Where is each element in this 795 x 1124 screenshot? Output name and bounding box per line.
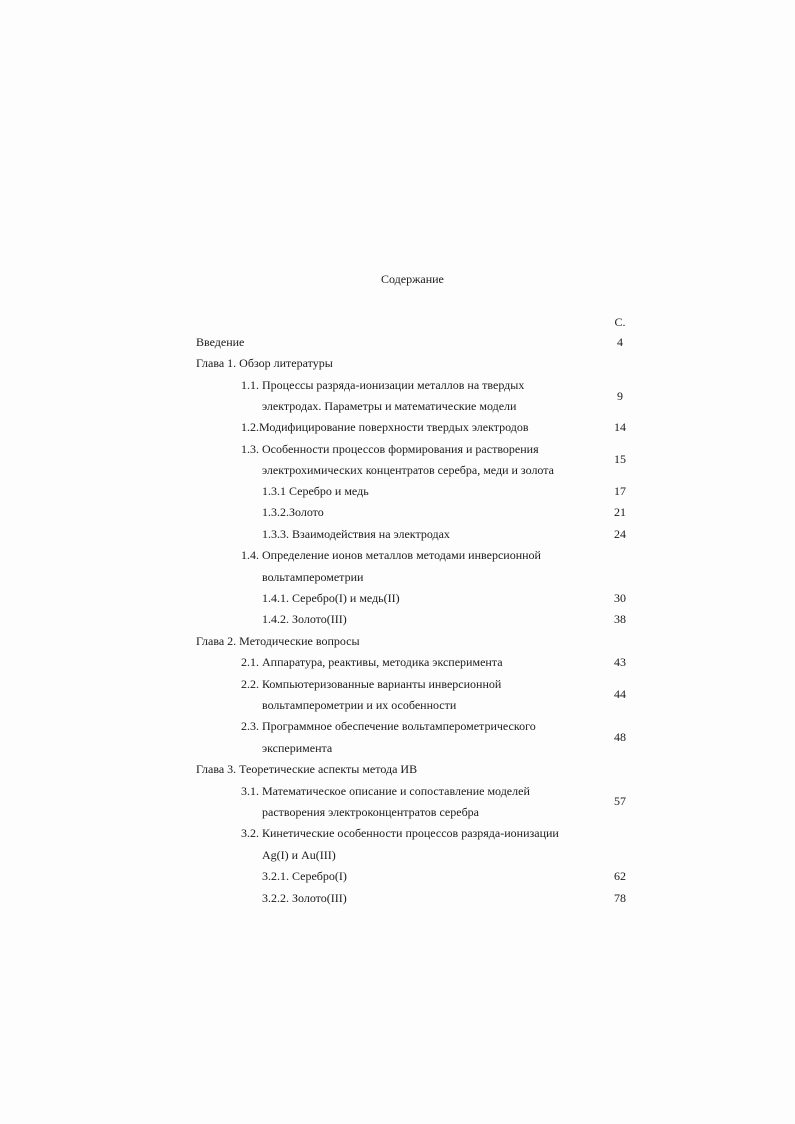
toc-page-1-2: 14: [614, 420, 626, 434]
toc-page-intro: 4: [617, 335, 623, 349]
toc-page-1-4-1: 30: [614, 591, 626, 605]
toc-entry-1-4-cont: вольтамперометрии: [262, 570, 364, 584]
toc-entry-1-2: 1.2.Модифицирование поверхности твердых электродов: [241, 420, 529, 434]
toc-page-2-1: 43: [614, 655, 626, 669]
toc-entry-1-4-2: 1.4.2. Золото(III): [262, 612, 347, 626]
toc-page-1-3-2: 21: [614, 505, 626, 519]
toc-entry-3-2: 3.2. Кинетические особенности процессов разряда-ионизации: [241, 826, 559, 840]
toc-entry-1-3: 1.3. Особенности процессов формирования и растворения: [241, 442, 539, 456]
toc-entry-2-2-cont: вольтамперометрии и их особенности: [262, 698, 457, 712]
toc-entry-1-4-1: 1.4.1. Серебро(I) и медь(II): [262, 591, 400, 605]
toc-entry-1-1-cont: электродах. Параметры и математические модели: [262, 399, 517, 413]
toc-entry-3-1: 3.1. Математическое описание и сопоставление моделей: [241, 784, 530, 798]
toc-entry-1-3-3: 1.3.3. Взаимодействия на электродах: [262, 527, 450, 541]
toc-entry-1-3-1: 1.3.1 Серебро и медь: [262, 484, 369, 498]
toc-entry-1-1: 1.1. Процессы разряда-ионизации металлов на твердых: [241, 378, 525, 392]
toc-entry-1-4: 1.4. Определение ионов металлов методами инверсионной: [241, 548, 541, 562]
toc-entry-intro: Введение: [196, 335, 245, 349]
toc-entry-1-3-2: 1.3.2.Золото: [262, 505, 324, 519]
toc-chapter-1: Глава 1. Обзор литературы: [196, 356, 333, 370]
page-column-label: С.: [614, 315, 626, 329]
toc-entry-3-2-1: 3.2.1. Серебро(I): [262, 869, 347, 883]
toc-page-1-4-2: 38: [614, 612, 626, 626]
page-title: Содержание: [381, 272, 444, 286]
toc-entry-2-3-cont: эксперимента: [262, 741, 333, 755]
toc-page-1-3: 15: [614, 452, 626, 466]
toc-page-1-3-3: 24: [614, 527, 626, 541]
toc-page-1-1: 9: [617, 389, 623, 403]
toc-chapter-2: Глава 2. Методические вопросы: [196, 634, 360, 648]
toc-entry-3-1-cont: растворения электроконцентратов серебра: [262, 805, 480, 819]
toc-chapter-3: Глава 3. Теоретические аспекты метода ИВ: [196, 762, 418, 776]
toc-entry-3-2-cont: Ag(I) и Au(III): [262, 848, 336, 862]
toc-entry-1-3-cont: электрохимических концентратов серебра, меди и золота: [262, 463, 554, 477]
toc-page-2-2: 44: [614, 687, 626, 701]
toc-entry-2-2: 2.2. Компьютеризованные варианты инверсионной: [241, 677, 502, 691]
toc-entry-2-3: 2.3. Программное обеспечение вольтамперометрического: [241, 719, 536, 733]
toc-page-3-1: 57: [614, 794, 626, 808]
toc-page-1-3-1: 17: [614, 484, 626, 498]
toc-page-3-2-2: 78: [614, 891, 626, 905]
toc-entry-3-2-2: 3.2.2. Золото(III): [262, 891, 347, 905]
toc-page-3-2-1: 62: [614, 869, 626, 883]
toc-entry-2-1: 2.1. Аппаратура, реактивы, методика эксперимента: [241, 655, 503, 669]
toc-page-2-3: 48: [614, 730, 626, 744]
